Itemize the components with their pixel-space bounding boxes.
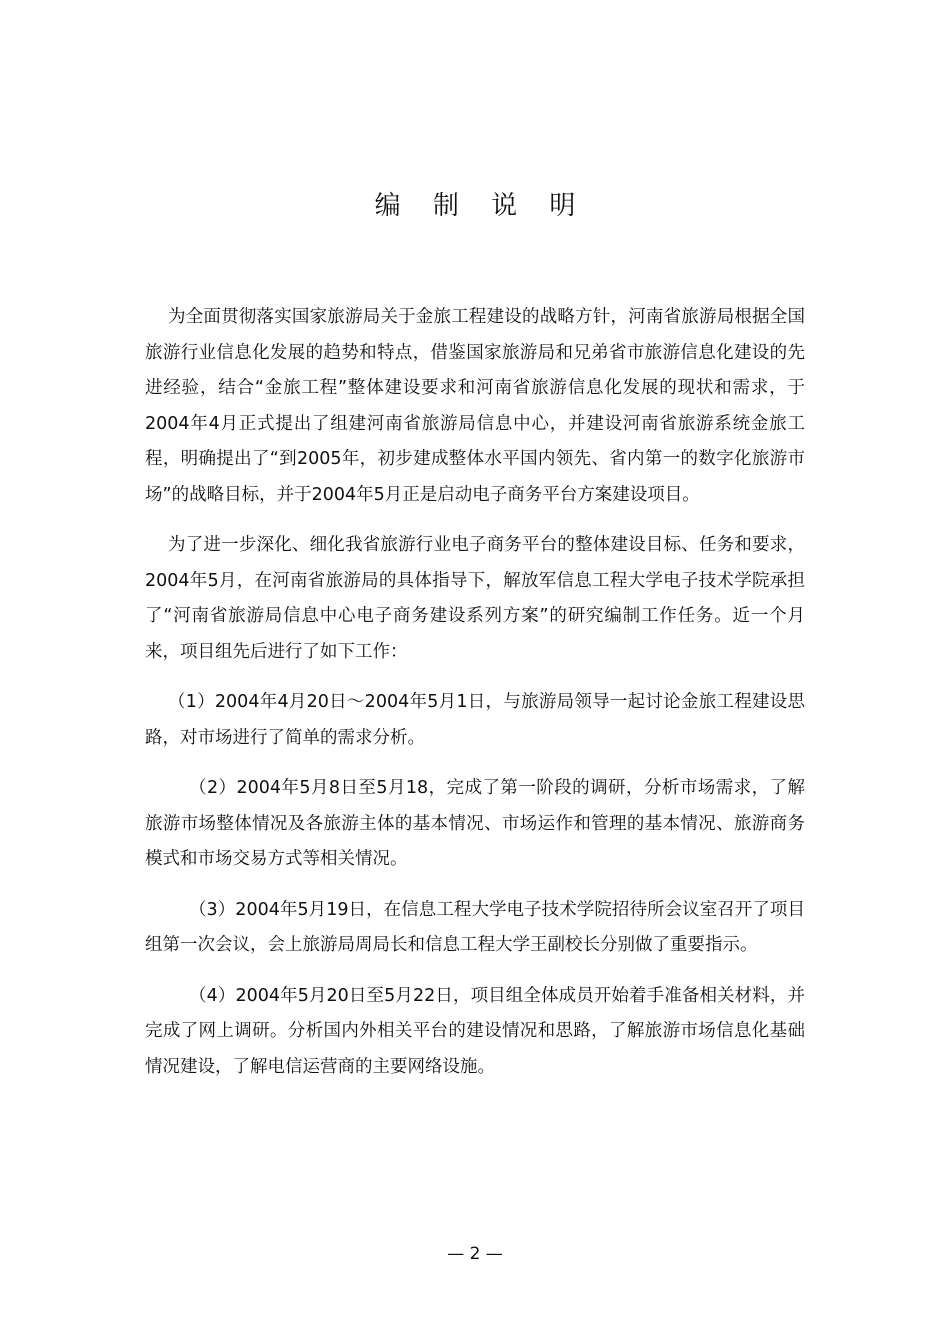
- paragraph-step-4: （4）2004年5月20日至5月22日，项目组全体成员开始着手准备相关材料，并完成了网上调研。分析国内外相关平台的建设情况和思路，了解旅游市场信息化基础情况建设，了解电信运营商的主要网络设施。: [145, 985, 805, 1077]
- paragraph-task: 为了进一步深化、细化我省旅游行业电子商务平台的整体建设目标、任务和要求，2004年5月，在河南省旅游局的具体指导下，解放军信息工程大学电子技术学院承担了“河南省旅游局信息中心电子商务建设系列方案”的研究编制工作任务。近一个月来，项目组先后进行了如下工作：: [145, 535, 805, 662]
- paragraph-intro: 为全面贯彻落实国家旅游局关于金旅工程建设的战略方针，河南省旅游局根据全国旅游行业信息化发展的趋势和特点，借鉴国家旅游局和兄弟省市旅游信息化建设的先进经验，结合“金旅工程”整体建设要求和河南省旅游信息化发展的现状和需求，于2004年4月正式提出了组建河南省旅游局信息中心，并建设河南省旅游系统金旅工程，明确提出了“到2005年，初步建成整体水平国内领先、省内第一的数字化旅游市场”的战略目标，并于2004年5月正是启动电子商务平台方案建设项目。: [145, 307, 805, 505]
- paragraph-step-2: （2）2004年5月8日至5月18，完成了第一阶段的调研，分析市场需求，了解旅游市场整体情况及各旅游主体的基本情况、市场运作和管理的基本情况、旅游商务模式和市场交易方式等相关情况。: [145, 778, 805, 869]
- document-body: [145, 300, 805, 1100]
- paragraph-step-1: （1）2004年4月20日～2004年5月1日，与旅游局领导一起讨论金旅工程建设思路，对市场进行了简单的需求分析。: [145, 692, 805, 748]
- page-number: — 2 —: [447, 1244, 503, 1264]
- document-title: 编 制 说 明: [374, 191, 588, 221]
- paragraph-step-3: （3）2004年5月19日，在信息工程大学电子技术学院招待所会议室召开了项目组第一次会议，会上旅游局周局长和信息工程大学王副校长分别做了重要指示。: [145, 899, 805, 955]
